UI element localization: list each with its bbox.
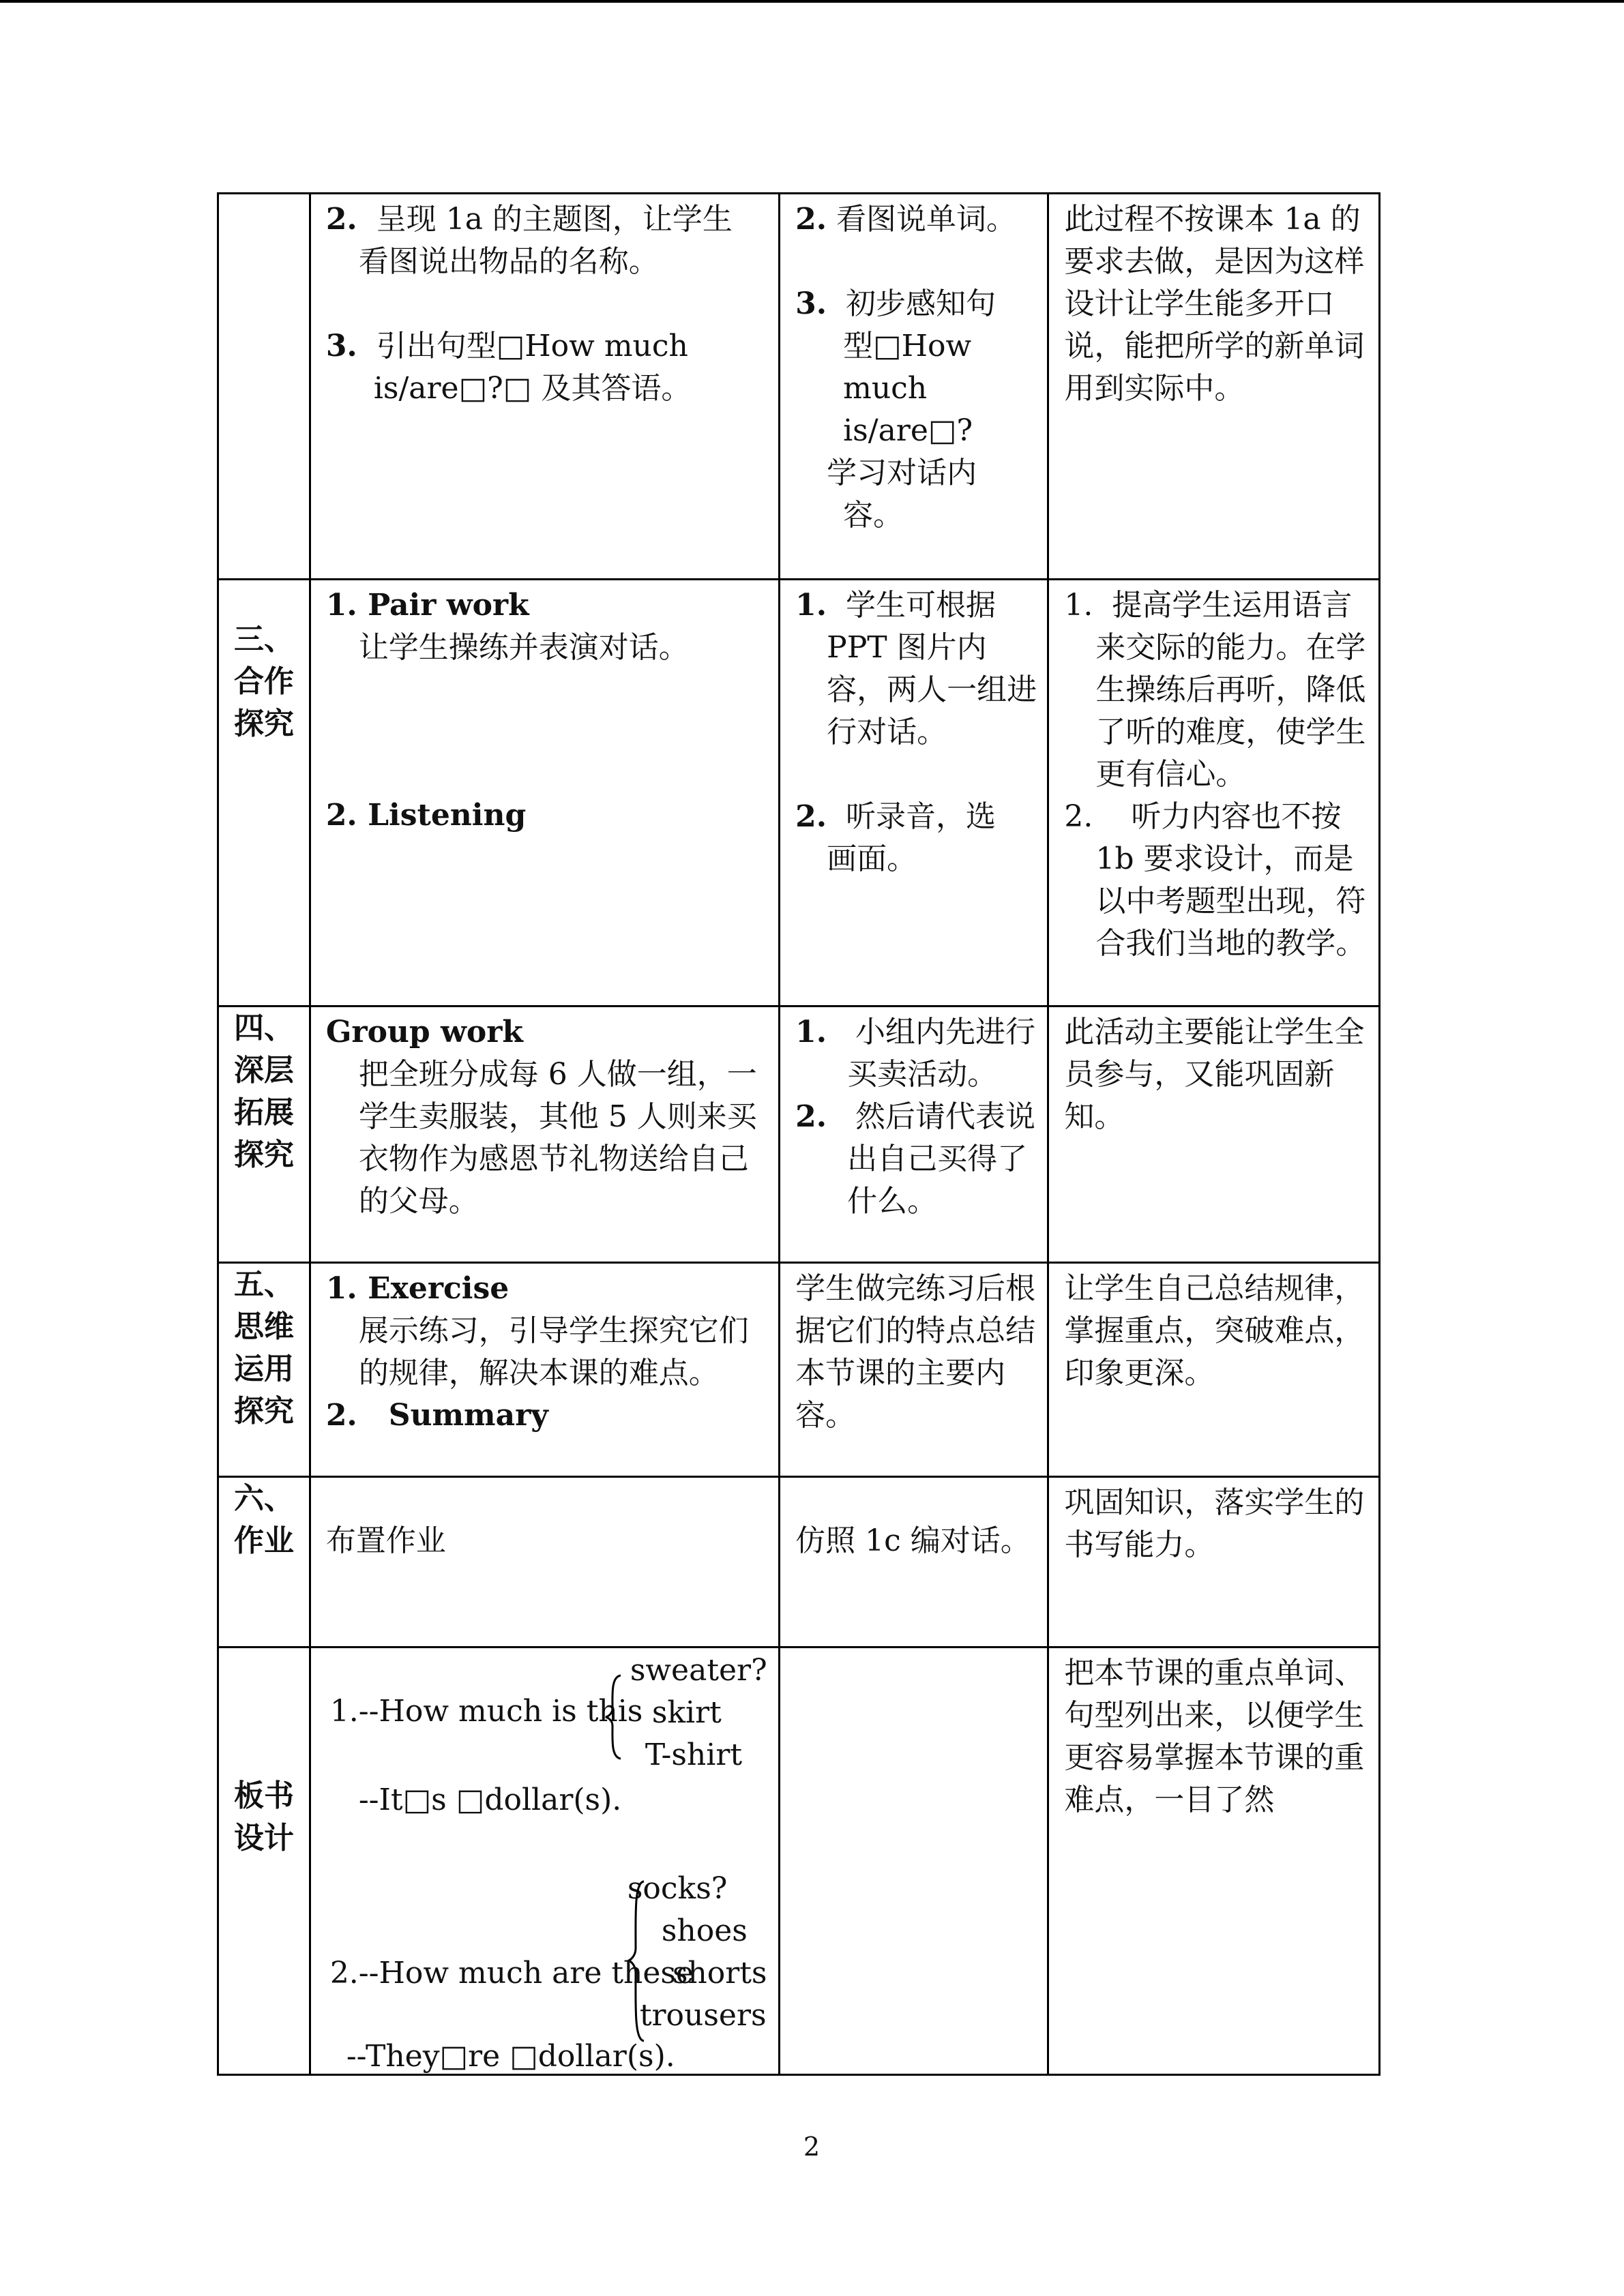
table-row xyxy=(218,1648,1380,2075)
intent-cell: 把本节课的重点单词、句型列出来，以便学生更容易掌握本节课的重难点，一目了然 xyxy=(1048,1648,1380,2075)
page-number: 2 xyxy=(803,2132,821,2162)
board-question-2: 2.--How much are these xyxy=(329,1956,694,1991)
intent-cell: 1. 提高学生运用语言来交际的能力。在学生操练后再听，降低了听的难度，使学生更有信心。 2. 听力内容也不按 1b 要求设计，而是以中考题型出现，符合我们当地的教学。 xyxy=(1048,580,1380,1007)
stage-cell: 板书 设计 xyxy=(218,1648,310,2075)
student-activity-cell: 1. 学生可根据 PPT 图片内容，两人一组进行对话。 2. 听录音，选 画面。 xyxy=(780,580,1048,1007)
intent-cell: 巩固知识，落实学生的书写能力。 xyxy=(1048,1477,1380,1648)
intent-cell: 此过程不按课本 1a 的要求去做，是因为这样设计让学生能多开口说，能把所学的新单词用到实际中。 xyxy=(1048,194,1380,580)
stage-cell: 三、 合作 探究 xyxy=(218,580,310,1007)
teacher-activity-cell: 2. 呈现 1a 的主题图，让学生 看图说出物品的名称。 3. 引出句型□How much is/are□?□ 及其答语。 xyxy=(310,194,779,580)
teacher-step-cont: 看图说出物品的名称。 xyxy=(358,244,659,279)
intent-cell: 此活动主要能让学生全员参与，又能巩固新知。 xyxy=(1048,1007,1380,1263)
table-row xyxy=(218,1007,1380,1263)
stage-cell: 四、 深层 拓展 探究 xyxy=(218,1007,310,1263)
teacher-step-cont: is/are□?□ 及其答语。 xyxy=(373,371,692,406)
stage-cell: 六、 作业 xyxy=(218,1477,310,1648)
table-row xyxy=(218,1477,1380,1648)
brace-1 xyxy=(604,1674,622,1760)
teacher-activity-cell: 1. Exercise 展示练习，引导学生探究它们的规律，解决本课的难点。 2. Summary xyxy=(310,1263,779,1477)
teacher-activity-cell: 1. Pair work 让学生操练并表演对话。 2. Listening xyxy=(310,580,779,1007)
student-activity-cell: 2. 看图说单词。 3. 初步感知句 型□How much is/are□? 学习对话内 容。 xyxy=(780,194,1048,580)
top-border-line xyxy=(0,0,1624,3)
student-activity-cell: 学生做完练习后根据它们的特点总结本节课的主要内容。 xyxy=(780,1263,1048,1477)
stage-cell xyxy=(218,194,310,580)
board-question-1: 1.--How much is this xyxy=(329,1694,643,1729)
teacher-step-text: 呈现 1a 的主题图，让学生 xyxy=(376,202,733,237)
stage-cell: 五、 思维 运用 探究 xyxy=(218,1263,310,1477)
teacher-step-text: 引出句型□How much xyxy=(376,329,688,363)
table-row xyxy=(218,194,1380,580)
board-answer-1: --It□s □dollar(s). xyxy=(358,1783,622,1817)
student-activity-cell xyxy=(780,1648,1048,2075)
board-design: 1.--How much is this sweater? skirt T-shirt --It□s □dollar(s). socks? shoes shorts 2.--How much are these trousers --They□re □dollar(s). xyxy=(311,1648,748,2064)
board-design-cell xyxy=(310,1648,779,2075)
lesson-plan-table xyxy=(217,192,1381,2076)
board-answer-2: --They□re □dollar(s). xyxy=(346,2039,675,2074)
table-row xyxy=(218,580,1380,1007)
table-row xyxy=(218,1263,1380,1477)
student-activity-cell: 仿照 1c 编对话。 xyxy=(780,1477,1048,1648)
teacher-activity-cell: Group work 把全班分成每 6 人做一组，一学生卖服装，其他 5 人则来买衣物作为感恩节礼物送给自己的父母。 xyxy=(310,1007,779,1263)
intent-cell: 让学生自己总结规律，掌握重点，突破难点，印象更深。 xyxy=(1048,1263,1380,1477)
student-activity-cell: 1. 小组内先进行买卖活动。 2. 然后请代表说出自己买得了什么。 xyxy=(780,1007,1048,1263)
teacher-activity-cell: 布置作业 xyxy=(310,1477,779,1648)
